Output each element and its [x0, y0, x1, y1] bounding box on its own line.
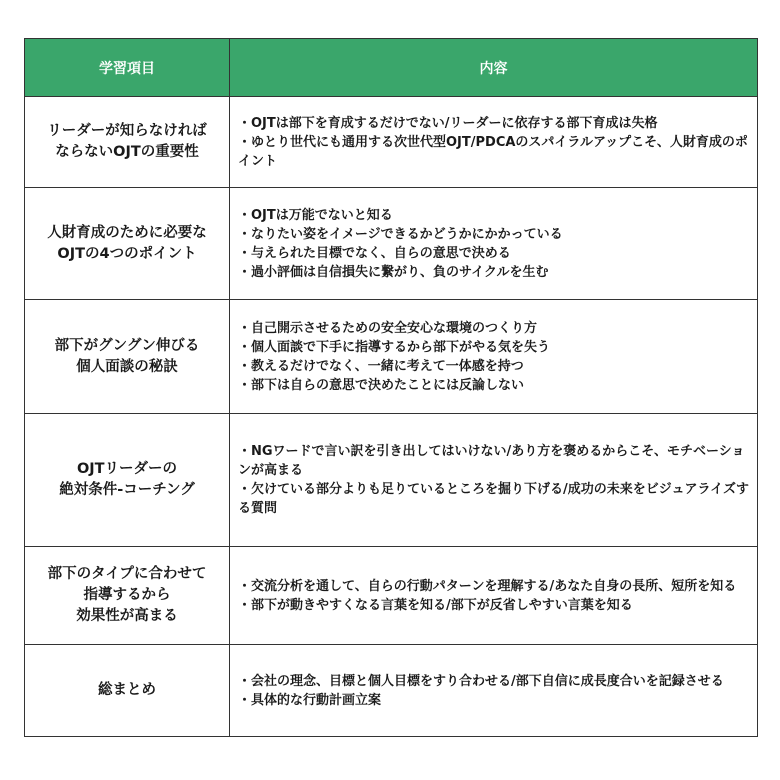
row-title: 総まとめ [25, 645, 230, 737]
row-title-line: 効果性が高まる [76, 608, 178, 624]
content-line: ・具体的な行動計画立案 [238, 692, 382, 708]
content-line: ・交流分析を通して、自らの行動パターンを理解する/あなた自身の長所、短所を知る [238, 578, 737, 594]
curriculum-table [24, 38, 758, 737]
table-row [25, 300, 758, 414]
row-title-line: 個人面談の秘訣 [76, 358, 178, 375]
content-line: ・自己開示させるための安全安心な環境のつくり方 [238, 320, 538, 336]
row-title-line: OJTの4つのポイント [57, 245, 197, 262]
table-row [25, 414, 758, 547]
content-line: ・部下は自らの意思で決めたことには反論しない [238, 377, 525, 393]
content-line: ・なりたい姿をイメージできるかどうかにかかっている [238, 226, 563, 242]
content-line: ・会社の理念、目標と個人目標をすり合わせる/部下自信に成長度合いを記録させる [238, 673, 724, 689]
row-content [230, 547, 758, 645]
row-title-line: 指導するから [83, 587, 171, 603]
header-item: 学習項目 [25, 39, 230, 97]
row-title-line: リーダーが知らなければ [47, 123, 207, 139]
row-content [230, 188, 758, 300]
row-content [230, 645, 758, 737]
row-title-line: 絶対条件-コーチング [59, 482, 195, 498]
row-title-line: 部下のタイプに合わせて [47, 566, 207, 582]
row-title [25, 547, 230, 645]
row-content [230, 414, 758, 547]
table-header-row [25, 39, 758, 97]
content-line: ・部下が動きやすくなる言葉を知る/部下が反省しやすい言葉を知る [238, 597, 633, 613]
row-title [25, 188, 230, 300]
row-title-line: 部下がグングン伸びる [54, 337, 200, 354]
content-line: ・OJTは万能でないと知る [238, 207, 393, 223]
table-row [25, 645, 758, 737]
content-line: ・個人面談で下手に指導するから部下がやる気を失う [238, 339, 551, 355]
table-row [25, 188, 758, 300]
content-line: ・NGワードで言い訳を引き出してはいけない/あり方を褒めるからこそ、モチベーションが高まる [238, 444, 745, 478]
content-line: ・ゆとり世代にも通用する次世代型OJT/PDCAのスパイラルアップこそ、人財育成のポイント [238, 134, 748, 169]
content-line: ・OJTは部下を育成するだけでない/リーダーに依存する部下育成は失格 [238, 115, 658, 131]
row-title-line: ならないOJTの重要性 [55, 144, 199, 160]
row-title [25, 300, 230, 414]
content-line: ・教えるだけでなく、一緒に考えて一体感を持つ [238, 358, 524, 374]
row-title [25, 414, 230, 547]
content-line: ・過小評価は自信損失に繋がり、負のサイクルを生む [238, 264, 549, 280]
table-row [25, 547, 758, 645]
row-title [25, 97, 230, 188]
row-title-line: 人財育成のために必要な [47, 224, 207, 241]
row-title-line: OJTリーダーの [76, 461, 178, 477]
content-line: ・与えられた目標でなく、自らの意思で決める [238, 245, 511, 261]
row-content [230, 97, 758, 188]
table-row [25, 97, 758, 188]
header-content: 内容 [230, 39, 758, 97]
row-content [230, 300, 758, 414]
content-line: ・欠けている部分よりも足りているところを掘り下げる/成功の未来をビジュアライズする質問 [238, 482, 749, 516]
